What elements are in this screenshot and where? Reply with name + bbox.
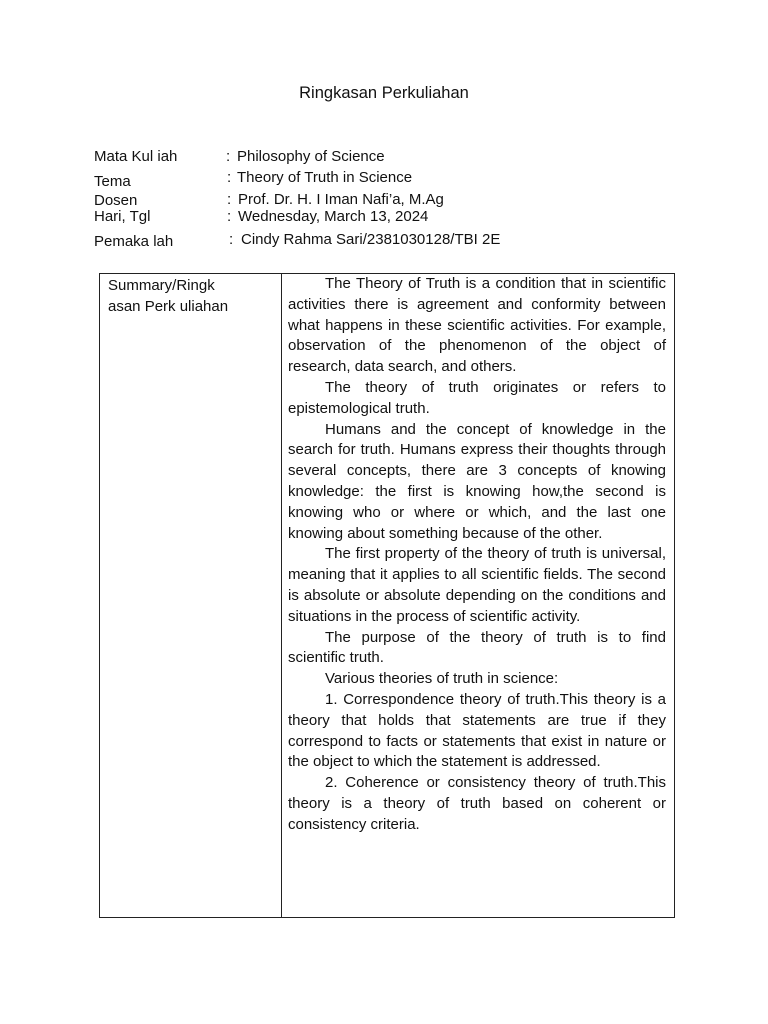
meta-separator: : xyxy=(229,231,234,248)
meta-value: Theory of Truth in Science xyxy=(237,169,413,186)
meta-value: Wednesday, March 13, 2024 xyxy=(238,208,429,225)
summary-paragraph: The first property of the theory of truth is universal, meaning that it applies to all scientific fields. The second is absolute or absolute depending on the conditions and situations in the process of scientific activity. xyxy=(288,545,666,625)
meta-label: Hari, Tgl xyxy=(94,208,151,225)
summary-label-line: Summary/Ringk xyxy=(108,277,215,294)
meta-label: Dosen xyxy=(94,192,138,209)
summary-paragraph: 1. Correspondence theory of truth.This theory is a theory that holds that statements are true if they correspond to facts or statements that exist in nature or the object to which the statement is addressed. xyxy=(288,690,666,771)
summary-paragraph: The purpose of the theory of truth is to find scientific truth. xyxy=(288,628,666,667)
meta-separator: : xyxy=(227,169,232,186)
summary-paragraph: The theory of truth originates or refers to epistemological truth. xyxy=(288,378,666,417)
meta-value: Prof. Dr. H. I Iman Nafi’a, M.Ag xyxy=(238,191,444,208)
meta-value: Philosophy of Science xyxy=(237,148,385,165)
meta-label: Pemaka lah xyxy=(94,233,174,250)
document-title: Ringkasan Perkuliahan xyxy=(299,84,469,102)
summary-label-line: asan Perk uliahan xyxy=(108,298,229,315)
meta-separator: : xyxy=(226,148,231,165)
table-column-divider xyxy=(281,274,282,917)
meta-label: Tema xyxy=(94,173,131,190)
summary-label xyxy=(108,275,276,317)
summary-paragraph: The Theory of Truth is a condition that in scientific activities there is agreement and conformity between what happens in these scientific activities. For example, observation of the phenomenon of the object of research, data search, and others. xyxy=(288,275,666,376)
summary-paragraph: Various theories of truth in science: xyxy=(325,670,559,688)
meta-label: Mata Kul iah xyxy=(94,148,178,165)
meta-value: Cindy Rahma Sari/2381030128/TBI 2E xyxy=(241,231,501,248)
summary-paragraph: 2. Coherence or consistency theory of truth.This theory is a theory of truth based on coherent or consistency criteria. xyxy=(288,774,666,833)
meta-separator: : xyxy=(227,191,232,208)
summary-paragraph: Humans and the concept of knowledge in the search for truth. Humans express their thoughts through several concepts, there are 3 concepts of knowing knowledge: the first is knowing how,the second is knowing who or where or which, and the last one knowing about something because of the other. xyxy=(288,420,666,542)
meta-separator: : xyxy=(227,208,232,225)
summary-content xyxy=(288,274,666,836)
summary-table xyxy=(99,273,675,918)
